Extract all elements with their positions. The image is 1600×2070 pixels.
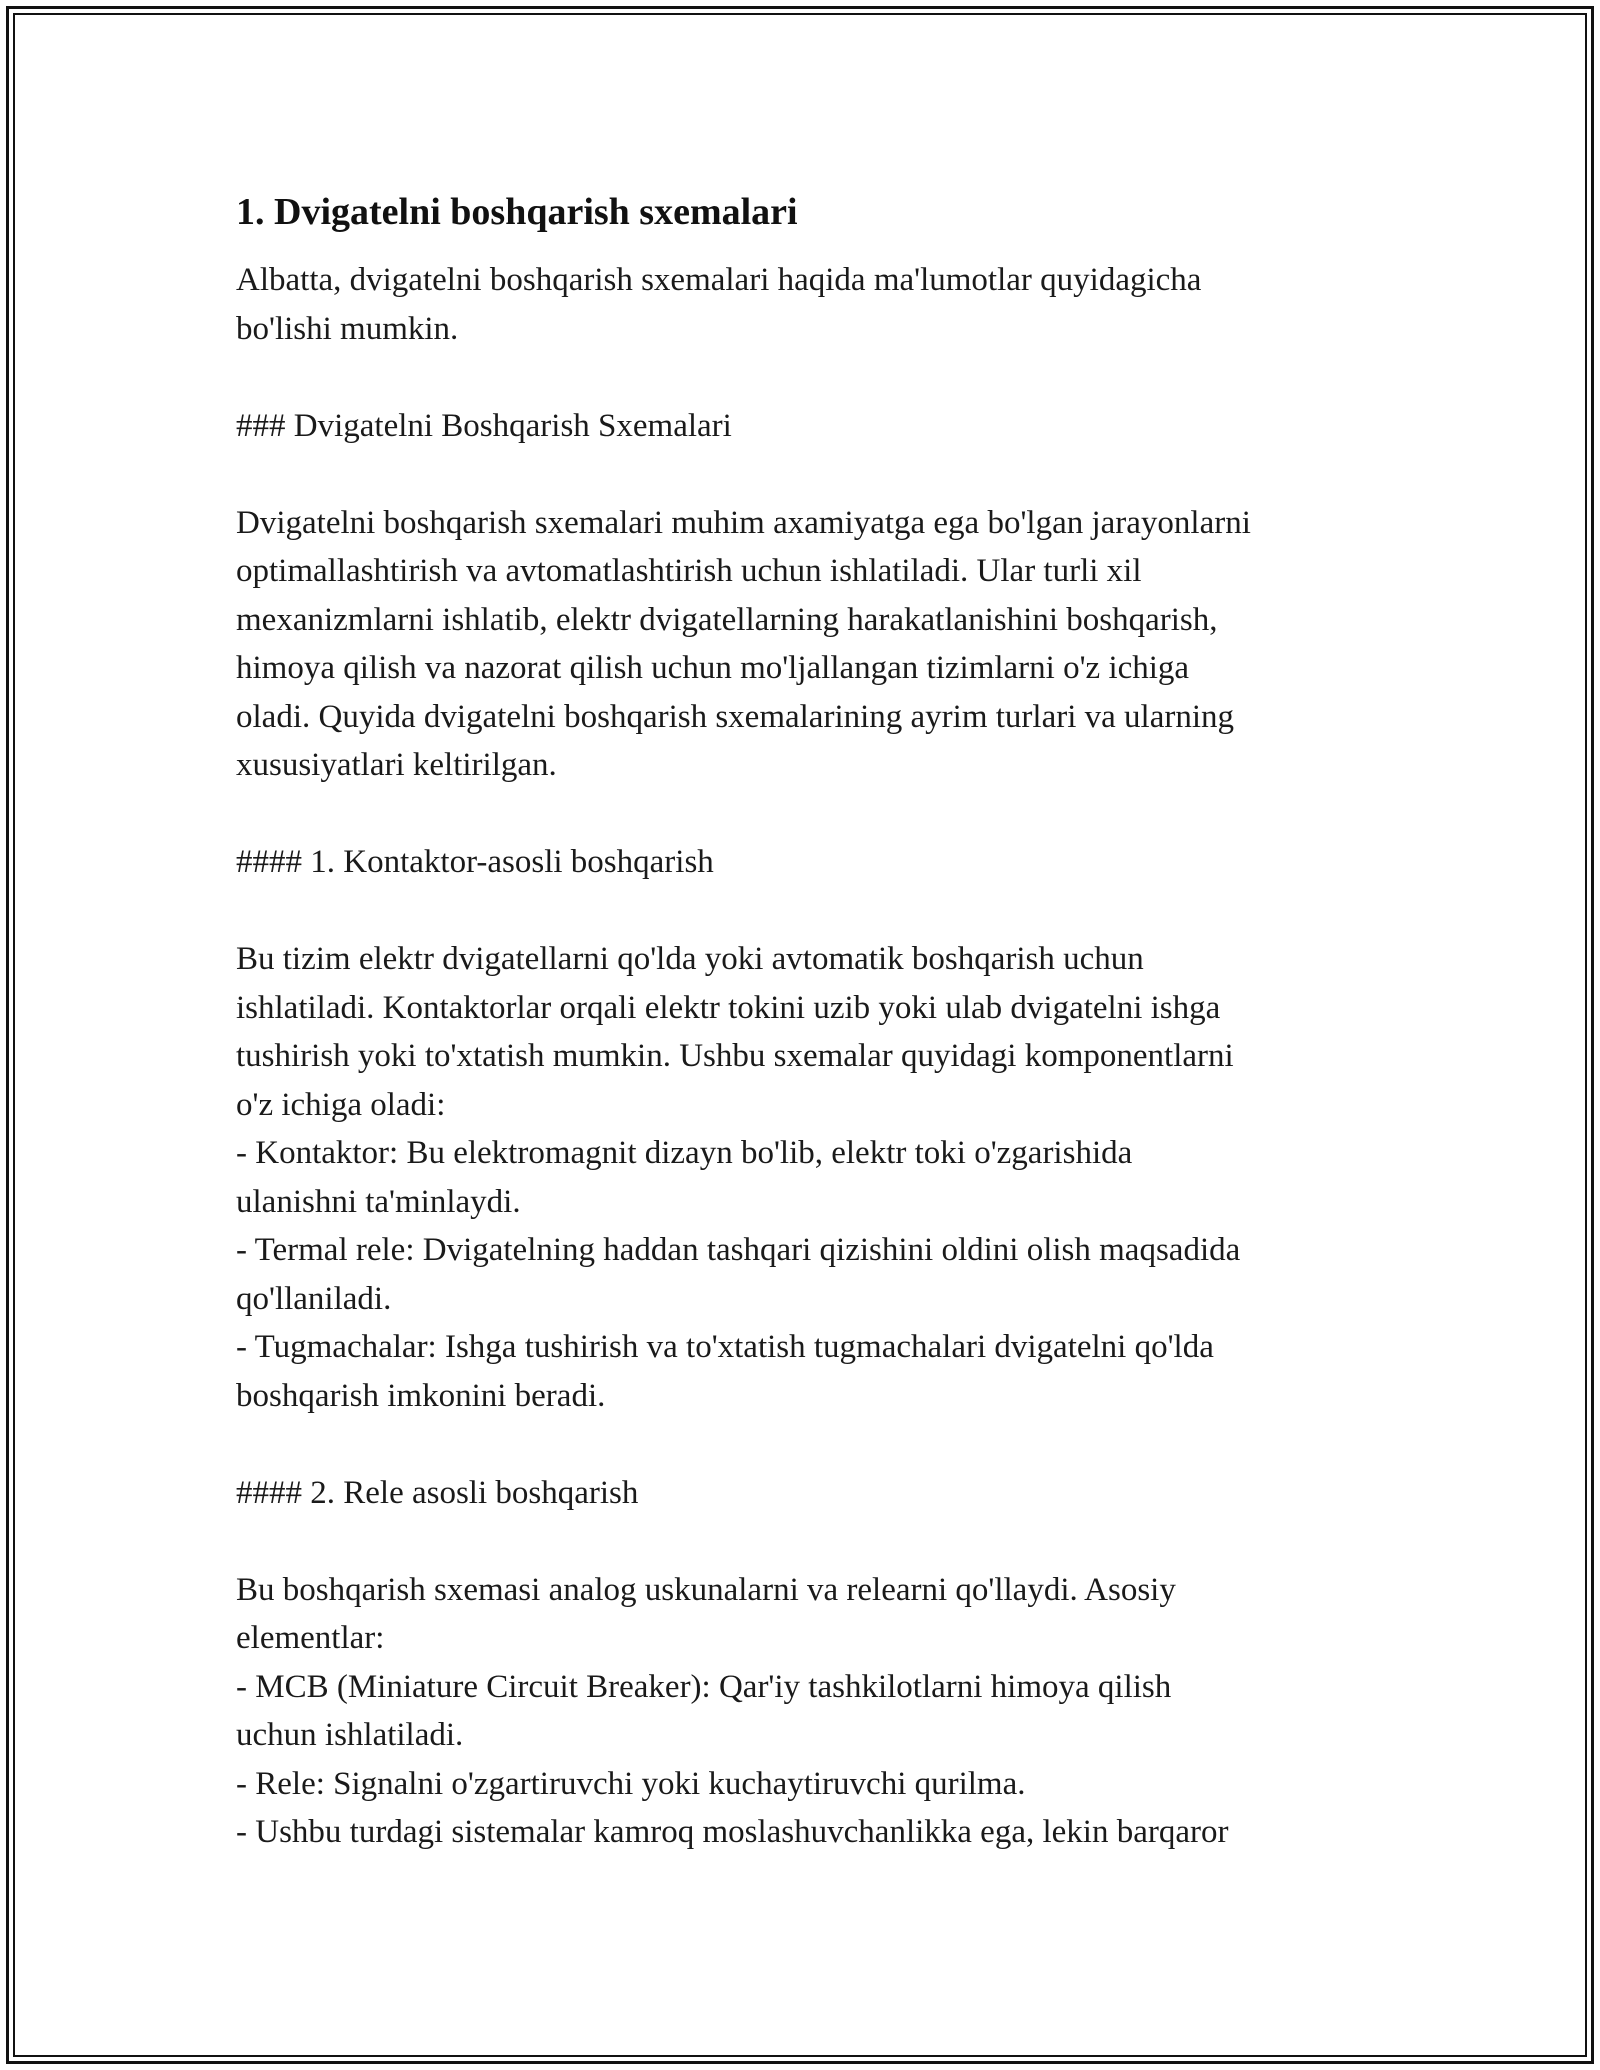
text-line: boshqarish imkonini beradi.	[236, 1377, 606, 1414]
text-line: - Termal rele: Dvigatelning haddan tashqari qizishini oldini olish maqsadida	[236, 1232, 1241, 1268]
text-line: elementlar:	[236, 1620, 385, 1656]
text-line: oladi. Quyida dvigatelni boshqarish sxemalarining ayrim turlari va ularning	[236, 698, 1235, 735]
text-line: #### 2. Rele asosli boshqarish	[236, 1474, 639, 1511]
text-line: - Kontaktor: Bu elektromagnit dizayn bo'lib, elektr toki o'zgarishida	[236, 1135, 1133, 1171]
text-line: Albatta, dvigatelni boshqarish sxemalari haqida ma'lumotlar quyidagicha	[236, 262, 1202, 298]
document-page	[236, 186, 1376, 1857]
text-line: #### 1. Kontaktor-asosli boshqarish	[236, 844, 714, 880]
text-line: bo'lishi mumkin.	[236, 310, 459, 347]
text-line: - Ushbu turdagi sistemalar kamroq moslashuvchanlikka ega, lekin barqaror	[236, 1814, 1229, 1850]
text-line: himoya qilish va nazorat qilish uchun mo'ljallangan tizimlarni o'z ichiga	[236, 650, 1190, 686]
document-body	[236, 256, 1376, 1857]
text-line: ulanishni ta'minlaydi.	[236, 1183, 521, 1220]
paragraph	[236, 935, 1376, 1420]
text-line: qo'llaniladi.	[236, 1280, 392, 1317]
text-line: uchun ishlatiladi.	[236, 1717, 464, 1753]
paragraph	[236, 1566, 1376, 1857]
text-line: Bu tizim elektr dvigatellarni qo'lda yoki avtomatik boshqarish uchun	[236, 941, 1144, 977]
paragraph-gap	[236, 1517, 1376, 1566]
paragraph-gap	[236, 1420, 1376, 1469]
text-line: mexanizmlarni ishlatib, elektr dvigatellarning harakatlanishini boshqarish,	[236, 601, 1218, 638]
text-line: Bu boshqarish sxemasi analog uskunalarni va relearni qo'llaydi. Asosiy	[236, 1571, 1176, 1608]
text-line: - MCB (Miniature Circuit Breaker): Qar'iy tashkilotlarni himoya qilish	[236, 1668, 1172, 1705]
paragraph	[236, 499, 1376, 790]
paragraph-gap	[236, 353, 1376, 402]
text-line: xususiyatlari keltirilgan.	[236, 747, 557, 783]
text-line: - Rele: Signalni o'zgartiruvchi yoki kuchaytiruvchi qurilma.	[236, 1765, 1026, 1802]
paragraph-gap	[236, 887, 1376, 936]
text-line: ishlatiladi. Kontaktorlar orqali elektr tokini uzib yoki ulab dvigatelni ishga	[236, 989, 1221, 1026]
text-line: ### Dvigatelni Boshqarish Sxemalari	[236, 407, 732, 444]
text-line: - Tugmachalar: Ishga tushirish va to'xtatish tugmachalari dvigatelni qo'lda	[236, 1329, 1214, 1365]
paragraph	[236, 402, 1376, 451]
paragraph	[236, 1469, 1376, 1518]
paragraph	[236, 838, 1376, 887]
text-line: optimallashtirish va avtomatlashtirish uchun ishlatiladi. Ular turli xil	[236, 553, 1142, 589]
paragraph-gap	[236, 450, 1376, 499]
text-line: tushirish yoki to'xtatish mumkin. Ushbu sxemalar quyidagi komponentlarni	[236, 1038, 1234, 1074]
text-line: Dvigatelni boshqarish sxemalari muhim axamiyatga ega bo'lgan jarayonlarni	[236, 504, 1251, 541]
text-line: o'z ichiga oladi:	[236, 1086, 446, 1123]
document-title: 1. Dvigatelni boshqarish sxemalari	[236, 191, 798, 233]
paragraph	[236, 256, 1376, 353]
paragraph-gap	[236, 790, 1376, 839]
